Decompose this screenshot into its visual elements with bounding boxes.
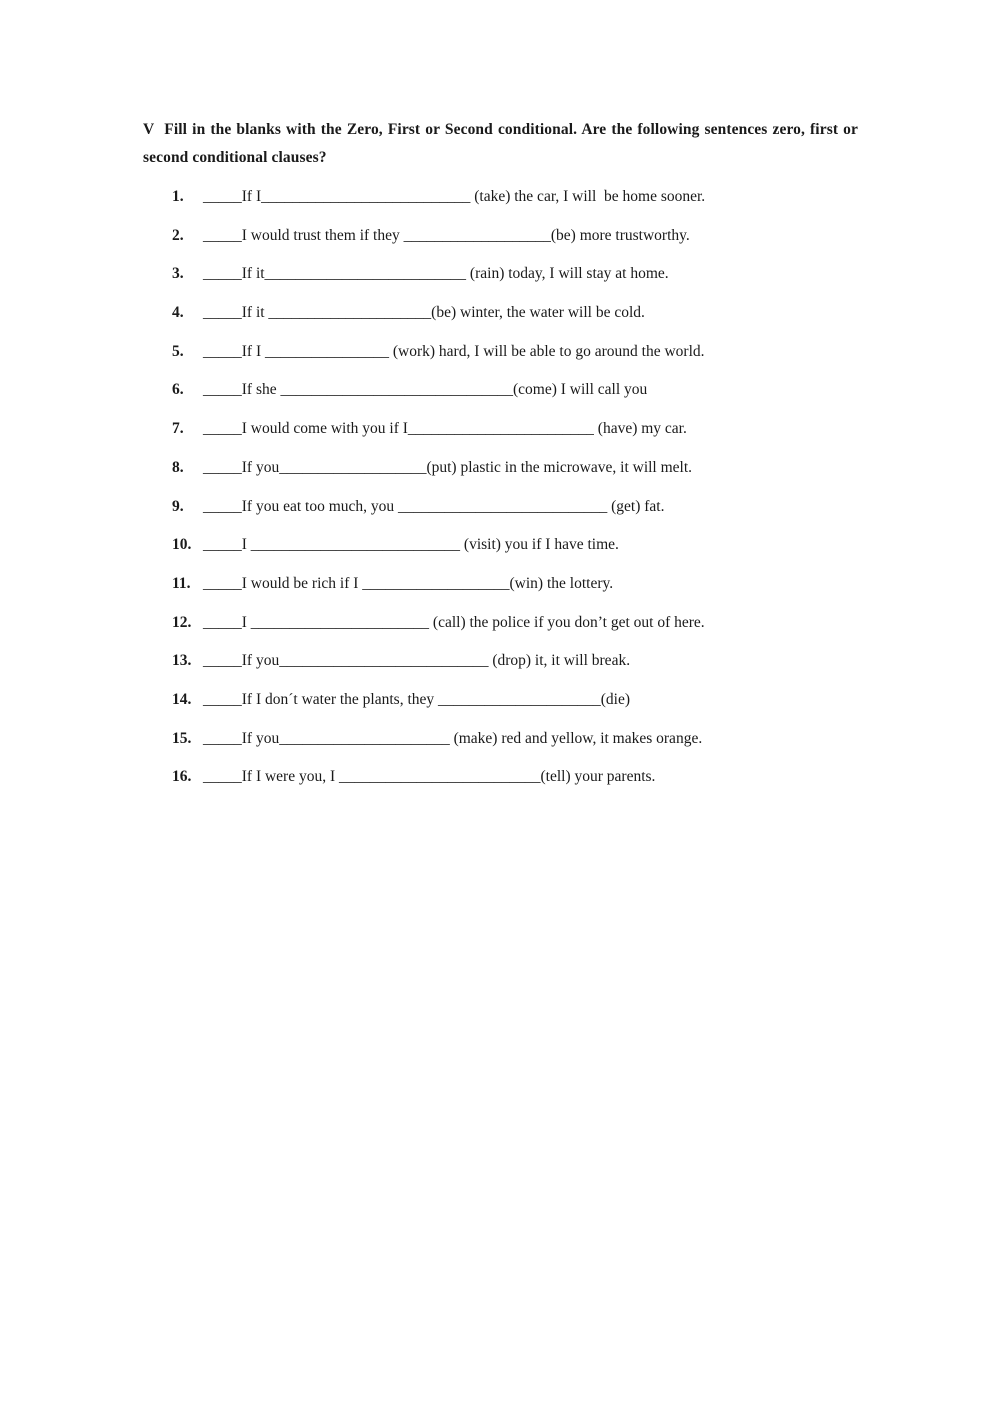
exercise-sentence: _____If I don´t water the plants, they _____________________(die): [203, 690, 631, 708]
exercise-item: [0, 340, 1000, 379]
exercise-number: 13.: [172, 652, 192, 670]
exercise-item: [0, 533, 1000, 572]
exercise-sentence: _____If she ______________________________(come) I will call you: [203, 381, 648, 399]
exercise-item: [0, 456, 1000, 495]
exercise-sentence: _____I would trust them if they ___________________(be) more trustworthy.: [203, 226, 690, 244]
exercise-number: 10.: [172, 536, 192, 554]
exercise-number: 7.: [172, 420, 184, 438]
exercise-item: [0, 301, 1000, 340]
instructions-text: Fill in the blanks with the Zero, First or Second conditional. Are the following sentences zero, first or second conditional clauses?: [143, 121, 858, 166]
exercise-sentence: _____If I___________________________ (take) the car, I will be home sooner.: [203, 188, 706, 205]
exercise-item: [0, 495, 1000, 534]
exercise-item: [0, 417, 1000, 456]
exercise-sentence: _____If I were you, I __________________________(tell) your parents.: [203, 768, 656, 786]
exercise-instructions: [143, 116, 858, 172]
exercise-number: 11.: [172, 574, 191, 592]
exercise-sentence: _____I would come with you if I________________________ (have) my car.: [203, 420, 687, 438]
exercise-sentence: _____I ___________________________ (visit) you if I have time.: [203, 536, 619, 554]
exercise-sentence: _____If I ________________ (work) hard, I will be able to go around the world.: [203, 342, 705, 360]
exercise-list: [0, 185, 1000, 804]
exercise-number: 4.: [172, 304, 184, 322]
exercise-number: 9.: [172, 497, 184, 515]
exercise-number: 15.: [172, 729, 192, 747]
exercise-sentence: _____I _______________________ (call) the police if you don’t get out of here.: [203, 613, 705, 631]
exercise-sentence: _____If you eat too much, you ___________________________ (get) fat.: [203, 497, 665, 515]
exercise-number: 16.: [172, 768, 192, 786]
exercise-number: 12.: [172, 613, 192, 631]
exercise-number: 8.: [172, 458, 184, 476]
exercise-item: [0, 649, 1000, 688]
exercise-number: 14.: [172, 690, 192, 708]
exercise-item: [0, 224, 1000, 263]
exercise-item: [0, 572, 1000, 611]
exercise-number: 5.: [172, 342, 184, 360]
section-number: V: [143, 121, 155, 138]
exercise-sentence: _____If you______________________ (make) red and yellow, it makes orange.: [203, 729, 703, 747]
exercise-item: [0, 611, 1000, 650]
exercise-sentence: _____I would be rich if I ___________________(win) the lottery.: [203, 574, 614, 592]
exercise-item: [0, 262, 1000, 301]
exercise-number: 6.: [172, 381, 184, 399]
exercise-number: 3.: [172, 265, 184, 283]
exercise-item: [0, 378, 1000, 417]
exercise-sentence: _____If it _____________________(be) winter, the water will be cold.: [203, 304, 645, 322]
exercise-sentence: _____If it__________________________ (rain) today, I will stay at home.: [203, 265, 669, 283]
exercise-sentence: _____If you___________________________ (drop) it, it will break.: [203, 652, 631, 670]
exercise-sentence: _____If you___________________(put) plastic in the microwave, it will melt.: [203, 458, 693, 476]
exercise-item: [0, 185, 1000, 224]
exercise-number: 2.: [172, 226, 184, 244]
exercise-item: [0, 688, 1000, 727]
exercise-item: [0, 727, 1000, 766]
exercise-number: 1.: [172, 188, 184, 205]
exercise-item: [0, 765, 1000, 804]
